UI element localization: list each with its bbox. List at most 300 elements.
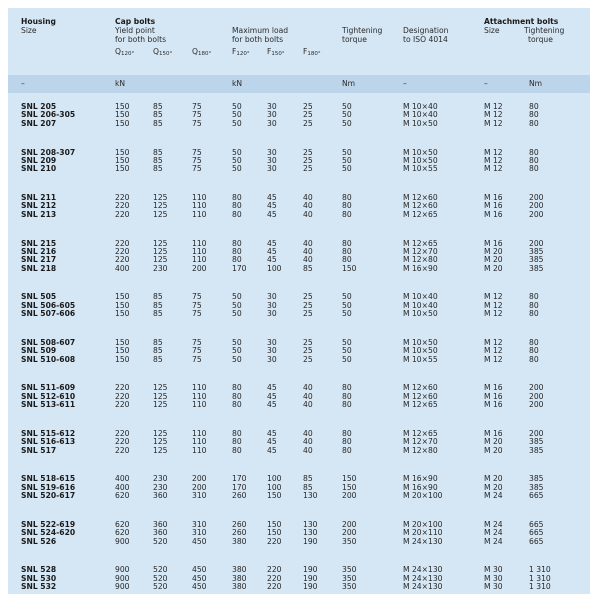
cell-attach-torque: 80 (529, 300, 539, 310)
cell-f120: 50 (232, 346, 242, 356)
cell-f180: 40 (303, 246, 313, 256)
row-group (8, 339, 590, 373)
cell-f120: 50 (232, 118, 242, 128)
cell-designation: M 12×70 (403, 246, 438, 256)
cell-q180: 75 (192, 164, 202, 174)
cell-q120: 150 (115, 118, 130, 128)
cell-f120: 80 (232, 391, 242, 401)
cell-torque: 50 (342, 164, 352, 174)
cell-torque: 200 (342, 528, 357, 538)
cell-q120: 220 (115, 437, 130, 447)
cell-q120: 400 (115, 263, 130, 273)
cell-housing: SNL 217 (21, 255, 57, 265)
cell-q150: 125 (153, 238, 168, 248)
cell-attach-torque: 80 (529, 155, 539, 165)
cell-housing: SNL 215 (21, 238, 57, 248)
cell-q120: 150 (115, 309, 130, 319)
cell-housing: SNL 526 (21, 536, 57, 546)
cell-attach-size: M 16 (484, 428, 503, 438)
cell-f180: 25 (303, 354, 313, 364)
cell-housing: SNL 516-613 (21, 437, 76, 447)
cell-q180: 310 (192, 528, 207, 538)
cell-f120: 50 (232, 292, 242, 302)
cell-q120: 220 (115, 246, 130, 256)
cell-f120: 170 (232, 474, 247, 484)
cell-designation: M 20×100 (403, 491, 443, 501)
table-row (8, 310, 590, 318)
cell-attach-size: M 30 (484, 565, 503, 575)
cell-attach-torque: 1 310 (529, 582, 551, 592)
cell-torque: 50 (342, 102, 352, 111)
cell-torque: 350 (342, 565, 357, 575)
cell-attach-torque: 385 (529, 474, 544, 484)
cell-f180: 40 (303, 400, 313, 410)
cell-f120: 80 (232, 238, 242, 248)
housing-header: Housing (21, 17, 56, 26)
cell-f180: 25 (303, 110, 313, 120)
cell-attach-size: M 20 (484, 482, 503, 492)
cell-designation: M 20×110 (403, 528, 443, 538)
cell-torque: 80 (342, 391, 352, 401)
cell-torque: 80 (342, 383, 352, 393)
cell-attach-size: M 12 (484, 110, 503, 120)
cell-housing: SNL 207 (21, 118, 57, 128)
cell-q150: 125 (153, 400, 168, 410)
cell-f120: 80 (232, 383, 242, 393)
cell-q120: 620 (115, 491, 130, 501)
cell-q120: 220 (115, 193, 130, 202)
cell-f120: 80 (232, 400, 242, 410)
cell-q150: 85 (153, 102, 163, 111)
cell-f180: 130 (303, 528, 318, 538)
cell-attach-torque: 385 (529, 255, 544, 265)
cell-q150: 520 (153, 573, 168, 583)
cell-f120: 80 (232, 193, 242, 202)
cell-designation: M 10×50 (403, 118, 438, 128)
cell-torque: 50 (342, 110, 352, 120)
unit-attachment-size: – (484, 79, 488, 88)
cell-q180: 110 (192, 437, 207, 447)
table-row (8, 538, 590, 546)
cell-f150: 45 (267, 209, 277, 219)
cell-f120: 50 (232, 102, 242, 111)
cell-designation: M 12×65 (403, 209, 438, 219)
cell-housing: SNL 216 (21, 246, 57, 256)
cell-attach-torque: 80 (529, 110, 539, 120)
cell-q150: 520 (153, 536, 168, 546)
cell-f180: 190 (303, 573, 318, 583)
cell-q120: 150 (115, 346, 130, 356)
cell-f180: 25 (303, 164, 313, 174)
cell-f150: 45 (267, 238, 277, 248)
q150-header: $Q_{150^\circ}$ (153, 47, 173, 57)
cell-torque: 350 (342, 536, 357, 546)
cell-f180: 85 (303, 482, 313, 492)
bolt-table-page (8, 8, 590, 594)
cell-q180: 110 (192, 400, 207, 410)
cell-torque: 200 (342, 519, 357, 529)
cell-attach-torque: 385 (529, 445, 544, 455)
cell-q180: 110 (192, 209, 207, 219)
row-group (8, 566, 590, 600)
attachment-bolts-header: Attachment bolts (484, 17, 559, 26)
cell-f180: 25 (303, 346, 313, 356)
cell-q120: 150 (115, 337, 130, 347)
cell-q180: 75 (192, 346, 202, 356)
table-row (8, 492, 590, 500)
table-row (8, 211, 590, 219)
cell-q150: 85 (153, 346, 163, 356)
cell-designation: M 10×55 (403, 164, 438, 174)
table-header (8, 8, 590, 64)
unit-load: kN (232, 79, 243, 88)
cell-f120: 80 (232, 255, 242, 265)
cell-f120: 260 (232, 519, 247, 529)
cell-designation: M 12×70 (403, 437, 438, 447)
cell-q180: 75 (192, 300, 202, 310)
cell-f180: 25 (303, 337, 313, 347)
cell-q150: 85 (153, 309, 163, 319)
cell-housing: SNL 209 (21, 155, 57, 165)
cell-attach-torque: 200 (529, 201, 544, 211)
cell-attach-torque: 665 (529, 519, 544, 529)
q120-header: $Q_{120^\circ}$ (115, 47, 135, 57)
cell-attach-size: M 12 (484, 309, 503, 319)
cell-attach-size: M 12 (484, 164, 503, 174)
cell-housing: SNL 512-610 (21, 391, 76, 401)
cell-f120: 260 (232, 528, 247, 538)
cell-housing: SNL 510-608 (21, 354, 76, 364)
cell-f180: 85 (303, 263, 313, 273)
cell-attach-size: M 12 (484, 102, 503, 111)
tightening-subheader: torque (342, 35, 367, 44)
cell-q120: 620 (115, 528, 130, 538)
cell-f150: 45 (267, 246, 277, 256)
cell-q120: 900 (115, 565, 130, 575)
designation-header: Designation (403, 26, 449, 35)
cell-torque: 80 (342, 201, 352, 211)
cell-q120: 900 (115, 573, 130, 583)
cell-q120: 220 (115, 383, 130, 393)
cell-torque: 80 (342, 437, 352, 447)
yield-point-header: Yield point (115, 26, 155, 35)
cell-designation: M 10×50 (403, 346, 438, 356)
cell-q180: 75 (192, 110, 202, 120)
cell-q180: 110 (192, 193, 207, 202)
cell-q120: 150 (115, 164, 130, 174)
cell-attach-torque: 385 (529, 437, 544, 447)
cell-attach-size: M 12 (484, 118, 503, 128)
cell-f180: 40 (303, 445, 313, 455)
cell-designation: M 16×90 (403, 263, 438, 273)
cell-attach-torque: 200 (529, 209, 544, 219)
row-group (8, 149, 590, 183)
cell-q150: 125 (153, 445, 168, 455)
cell-torque: 80 (342, 209, 352, 219)
cell-q120: 150 (115, 155, 130, 165)
cell-designation: M 12×60 (403, 383, 438, 393)
cell-housing: SNL 518-615 (21, 474, 76, 484)
cell-torque: 150 (342, 263, 357, 273)
cell-attach-torque: 1 310 (529, 573, 551, 583)
cell-f180: 40 (303, 201, 313, 211)
cell-f180: 25 (303, 292, 313, 302)
cell-attach-size: M 20 (484, 437, 503, 447)
tightening-header: Tightening (342, 26, 383, 35)
cell-q180: 450 (192, 582, 207, 592)
cell-attach-size: M 16 (484, 238, 503, 248)
cell-attach-torque: 665 (529, 536, 544, 546)
cell-attach-size: M 16 (484, 400, 503, 410)
cell-housing: SNL 530 (21, 573, 57, 583)
cell-designation: M 24×130 (403, 582, 443, 592)
cell-q150: 520 (153, 565, 168, 575)
cell-q150: 85 (153, 110, 163, 120)
cell-housing: SNL 528 (21, 565, 57, 575)
cell-f150: 45 (267, 428, 277, 438)
cell-f180: 40 (303, 428, 313, 438)
cell-f120: 80 (232, 437, 242, 447)
cell-f120: 380 (232, 582, 247, 592)
cell-q120: 900 (115, 582, 130, 592)
cell-f180: 40 (303, 437, 313, 447)
cell-f150: 45 (267, 201, 277, 211)
unit-torque: Nm (342, 79, 356, 88)
cell-designation: M 10×40 (403, 300, 438, 310)
cell-q150: 230 (153, 482, 168, 492)
cell-designation: M 10×50 (403, 309, 438, 319)
cell-f120: 50 (232, 300, 242, 310)
unit-attachment-torque: Nm (529, 79, 543, 88)
cell-attach-torque: 80 (529, 102, 539, 111)
cell-designation: M 10×50 (403, 155, 438, 165)
table-row (8, 401, 590, 409)
cell-q180: 450 (192, 536, 207, 546)
cell-f150: 30 (267, 346, 277, 356)
cell-attach-torque: 80 (529, 292, 539, 302)
housing-subheader: Size (21, 26, 37, 35)
cell-q180: 75 (192, 147, 202, 157)
cell-designation: M 24×130 (403, 565, 443, 575)
cell-q120: 220 (115, 255, 130, 265)
cell-q180: 110 (192, 201, 207, 211)
cell-attach-torque: 80 (529, 354, 539, 364)
row-group (8, 293, 590, 327)
cell-designation: M 20×100 (403, 519, 443, 529)
cell-designation: M 10×55 (403, 354, 438, 364)
cell-housing: SNL 515-612 (21, 428, 76, 438)
cell-torque: 50 (342, 354, 352, 364)
cell-housing: SNL 213 (21, 209, 57, 219)
cell-f150: 45 (267, 445, 277, 455)
cell-f120: 380 (232, 565, 247, 575)
cell-q150: 85 (153, 155, 163, 165)
cell-f180: 190 (303, 565, 318, 575)
cell-housing: SNL 513-611 (21, 400, 76, 410)
cell-torque: 50 (342, 300, 352, 310)
cell-attach-size: M 12 (484, 354, 503, 364)
cell-attach-size: M 12 (484, 292, 503, 302)
cell-q150: 360 (153, 528, 168, 538)
cell-f120: 170 (232, 263, 247, 273)
cell-q150: 360 (153, 519, 168, 529)
cell-f150: 30 (267, 118, 277, 128)
table-row (8, 165, 590, 173)
cell-attach-size: M 30 (484, 573, 503, 583)
cell-housing: SNL 509 (21, 346, 57, 356)
cell-q120: 220 (115, 209, 130, 219)
cell-housing: SNL 511-609 (21, 383, 76, 393)
cell-torque: 150 (342, 474, 357, 484)
cell-q180: 110 (192, 428, 207, 438)
cell-f150: 150 (267, 491, 282, 501)
cell-f150: 220 (267, 582, 282, 592)
cell-housing: SNL 210 (21, 164, 57, 174)
cell-f150: 30 (267, 354, 277, 364)
cell-q150: 125 (153, 383, 168, 393)
cell-attach-torque: 200 (529, 193, 544, 202)
cell-housing: SNL 520-617 (21, 491, 76, 501)
cell-q120: 220 (115, 238, 130, 248)
cell-designation: M 12×80 (403, 255, 438, 265)
cell-torque: 50 (342, 155, 352, 165)
yield-point-subheader: for both bolts (115, 35, 167, 44)
cell-q120: 150 (115, 354, 130, 364)
cell-f180: 25 (303, 102, 313, 111)
cell-designation: M 12×60 (403, 193, 438, 202)
cell-designation: M 16×90 (403, 482, 438, 492)
cell-f120: 50 (232, 164, 242, 174)
cell-q120: 150 (115, 110, 130, 120)
cell-housing: SNL 522-619 (21, 519, 76, 529)
cell-designation: M 16×90 (403, 474, 438, 484)
cell-f150: 45 (267, 383, 277, 393)
cell-f150: 100 (267, 482, 282, 492)
unit-housing: – (21, 79, 25, 88)
cell-f120: 50 (232, 309, 242, 319)
cell-attach-size: M 12 (484, 155, 503, 165)
cell-f180: 85 (303, 474, 313, 484)
cell-housing: SNL 218 (21, 263, 57, 273)
cell-housing: SNL 508-607 (21, 337, 76, 347)
cell-q150: 125 (153, 255, 168, 265)
cell-attach-torque: 80 (529, 118, 539, 128)
row-group (8, 475, 590, 509)
cell-f120: 50 (232, 337, 242, 347)
cell-designation: M 24×130 (403, 573, 443, 583)
cell-attach-size: M 16 (484, 201, 503, 211)
cell-f180: 40 (303, 255, 313, 265)
cell-f120: 260 (232, 491, 247, 501)
cell-attach-size: M 12 (484, 147, 503, 157)
cell-f150: 45 (267, 255, 277, 265)
cell-f150: 30 (267, 300, 277, 310)
cell-housing: SNL 208-307 (21, 147, 76, 157)
q180-header: $Q_{180^\circ}$ (192, 47, 212, 57)
unit-designation: – (403, 79, 407, 88)
cell-torque: 50 (342, 147, 352, 157)
cell-housing: SNL 524-620 (21, 528, 76, 538)
designation-subheader: to ISO 4014 (403, 35, 448, 44)
cell-attach-size: M 30 (484, 582, 503, 592)
table-row (8, 583, 590, 591)
table-row (8, 447, 590, 455)
cell-attach-torque: 200 (529, 428, 544, 438)
cell-f150: 100 (267, 474, 282, 484)
cell-attach-torque: 80 (529, 346, 539, 356)
cell-q150: 125 (153, 246, 168, 256)
cell-q120: 150 (115, 300, 130, 310)
row-group (8, 103, 590, 137)
cell-q150: 230 (153, 474, 168, 484)
cell-f120: 50 (232, 155, 242, 165)
cell-q120: 220 (115, 391, 130, 401)
cell-attach-torque: 80 (529, 147, 539, 157)
cell-torque: 50 (342, 337, 352, 347)
cell-q150: 85 (153, 337, 163, 347)
cell-housing: SNL 532 (21, 582, 57, 592)
f150-header: $F_{150^\circ}$ (267, 47, 285, 57)
cell-designation: M 12×65 (403, 238, 438, 248)
cell-f180: 130 (303, 491, 318, 501)
cell-torque: 50 (342, 346, 352, 356)
cell-torque: 350 (342, 573, 357, 583)
attachment-size-header: Size (484, 26, 500, 35)
attachment-tightening-subheader: torque (528, 35, 553, 44)
attachment-tightening-header: Tightening (524, 26, 565, 35)
cell-f180: 25 (303, 118, 313, 128)
cell-q150: 85 (153, 164, 163, 174)
cell-f150: 30 (267, 110, 277, 120)
cell-q180: 75 (192, 102, 202, 111)
cell-attach-torque: 385 (529, 482, 544, 492)
cell-q120: 150 (115, 102, 130, 111)
cell-q180: 75 (192, 155, 202, 165)
cell-q180: 75 (192, 309, 202, 319)
cell-q180: 110 (192, 246, 207, 256)
cell-q150: 85 (153, 354, 163, 364)
cell-f180: 190 (303, 536, 318, 546)
cell-designation: M 24×130 (403, 536, 443, 546)
cell-q180: 450 (192, 565, 207, 575)
f180-header: $F_{180^\circ}$ (303, 47, 321, 57)
cell-designation: M 12×60 (403, 391, 438, 401)
cell-f180: 25 (303, 309, 313, 319)
cell-torque: 80 (342, 246, 352, 256)
cell-f150: 30 (267, 309, 277, 319)
cell-attach-size: M 12 (484, 337, 503, 347)
unit-yield: kN (115, 79, 126, 88)
cell-q150: 360 (153, 491, 168, 501)
cell-q180: 310 (192, 519, 207, 529)
cell-torque: 50 (342, 292, 352, 302)
cell-q120: 150 (115, 292, 130, 302)
table-row (8, 265, 590, 273)
cell-torque: 150 (342, 482, 357, 492)
cell-designation: M 10×50 (403, 147, 438, 157)
cell-attach-torque: 200 (529, 238, 544, 248)
cell-f120: 380 (232, 573, 247, 583)
units-row (8, 75, 590, 93)
table-row (8, 120, 590, 128)
cell-attach-torque: 200 (529, 383, 544, 393)
cell-q180: 110 (192, 445, 207, 455)
cell-f150: 220 (267, 565, 282, 575)
cell-q180: 75 (192, 337, 202, 347)
cell-attach-size: M 24 (484, 519, 503, 529)
cell-f150: 45 (267, 400, 277, 410)
cell-q180: 200 (192, 474, 207, 484)
